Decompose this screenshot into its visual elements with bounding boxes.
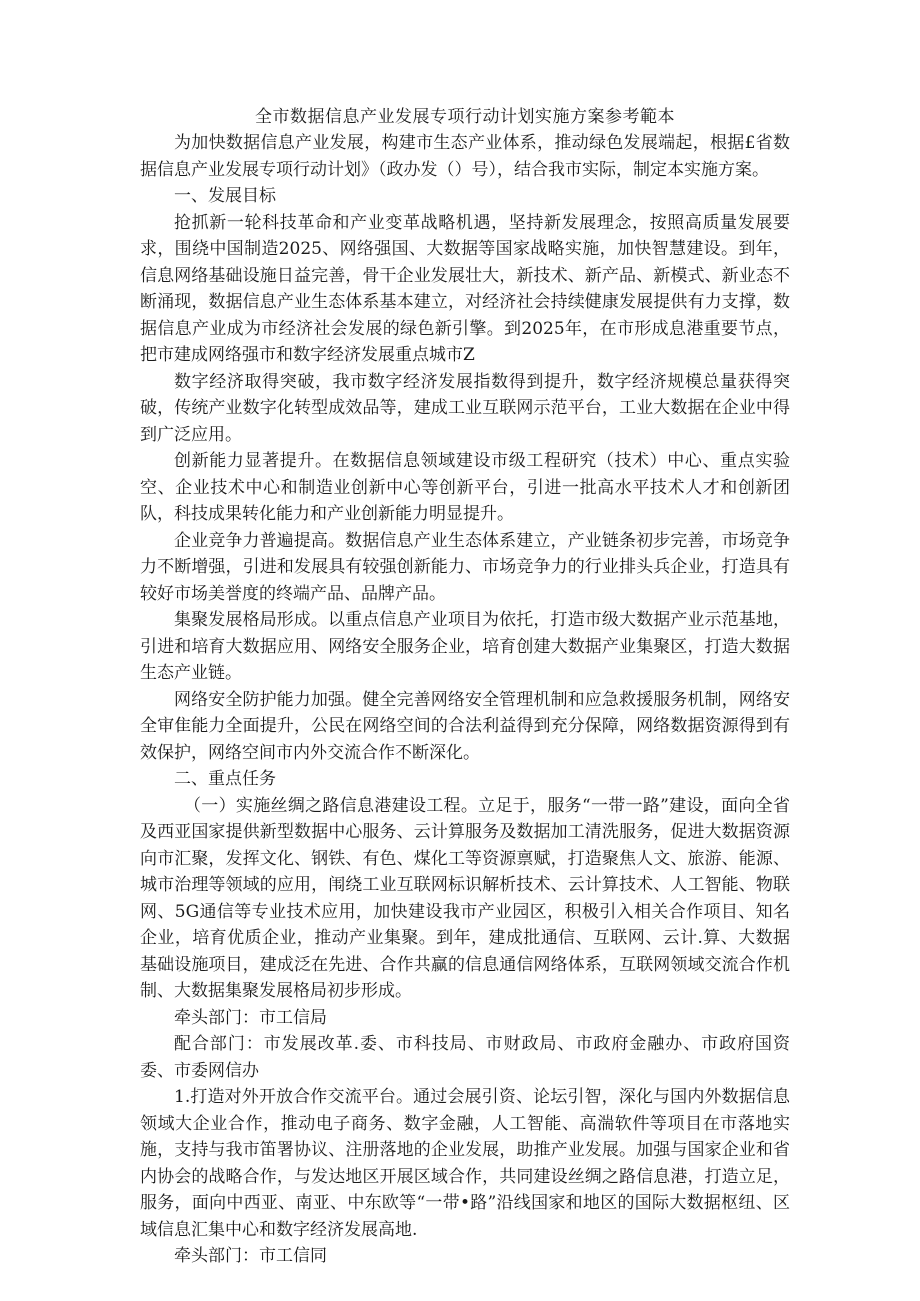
goals-paragraph: 抢抓新一轮科技革命和产业变革战略机遇，坚持新发展理念，按照高质量发展要求，围绕中国制造2025、网络强国、大数据等国家战略实施，加快智慧建设。到年，信息网络基础设施日益完善，骨干企业发展壮大，新技术、新产品、新模式、新业态不断涌现，数据信息产业生态体系基本建立，对经济社会持续健康发展提供有力支撑，数据信息产业成为市经济社会发展的绿色新引擎。到2025年，在市形成息港重要节点，把市建成网络强市和数字经济发展重点城市Z: [140, 212, 790, 365]
goals-paragraph: 集聚发展格局形成。以重点信息产业项目为依托，打造市级大数据产业示范基地，引进和培育大数据应用、网络安全服务企业，培育创建大数据产业集聚区，打造大数据生态产业链。: [140, 610, 790, 683]
intro-paragraph: 为加快数据信息产业发展，构建市生态产业体系，推动绿色发展端起，根据£省数据信息产业发展专项行动计划》（政办发（）号），结合我市实际，制定本实施方案。: [140, 133, 790, 180]
section-heading-goals: 一、发展目标: [174, 186, 276, 206]
task-item-paragraph: 1.打造对外开放合作交流平台。通过会展引资、论坛引智，深化与国内外数据信息领域大企业合作，推动电子商务、数字金融，人工智能、高湍软件等项目在市落地实施，支持与我市笛署协议、注册落地的企业发展，助推产业发展。加强与国家企业和省内协会的战略合作，与发达地区开展区域合作，共同建设丝绸之路信息港，打造立足，服务，面向中西亚、南亚、中东欧等“一带•路”沿线国家和地区的国际大数据枢纽、区域信息汇集中心和数字经济发展高地.: [140, 1087, 790, 1240]
goals-paragraph: 数字经济取得突破，我市数字经济发展指数得到提升，数字经济规模总量获得突破，传统产业数字化转型成效品等，建成工业互联网示范平台，工业大数据在企业中得到广泛应用。: [140, 371, 790, 445]
goals-paragraph: 网络安全防护能力加强。健全完善网络安全管理机制和应急救援服务机制，网络安全审隹能力全面提升，公民在网络空间的合法利益得到充分保障，网络数据资源得到有效保护，网络空间市内外交流合作不断深化。: [140, 689, 790, 763]
document-title: 全市数据信息产业发展专项行动计划实施方案参考範本: [255, 107, 675, 127]
section-heading-tasks: 二、重点任务: [174, 769, 276, 789]
goals-paragraph: 创新能力显著提升。在数据信息领域建设市级工程研究（技术）中心、重点实验空、企业技术中心和制造业创新中心等创新平台，引进一批高水平技术人才和创新团队，科技成果转化能力和产业创新能力明显提升。: [140, 451, 790, 524]
task-paragraph: （一）实施丝绸之路信息港建设工程。立足于，服务“一带一路”建设，面向全省及西亚国家提供新型数据中心服务、云计算服务及数据加工清洗服务，促进大数据资源向市汇聚，发挥文化、钢铁、有色、煤化工等资源禀赋，打造聚焦人文、旅游、能源、城市治理等领域的应用，闱绕工业互联网标识解析技术、云计算技术、人工智能、物联网、5G通信等专业技术应用，加快建设我市产业园区，积极引入相关合作项目、知名企业，培育优质企业，推动产业集聚。到年，建成批通信、互联网、云计.算、大数据基础设施项目，建成泛在先进、合作共赢的信息通信网络体系，互联网领域交流合作机制、大数据集聚发展格局初步形成。: [140, 795, 790, 1001]
goals-paragraph: 企业竞争力普遍提高。数据信息产业生态体系建立，产业链条初步完善，市场竞争力不断增强，引进和发展具有较强创新能力、市场竞争力的行业排头兵企业，打造具有较好市场美誉度的终端产品、品牌产品。: [140, 530, 790, 604]
lead-department: 牵头部门：市工信局: [174, 1007, 327, 1028]
cooperating-departments: 配合部门：市发展改革.委、市科技局、市财政局、市政府金融办、市政府国资委、市委网信办: [140, 1034, 790, 1081]
lead-department: 牵头部门：市工信同: [174, 1246, 327, 1266]
document-page: [140, 104, 790, 1270]
